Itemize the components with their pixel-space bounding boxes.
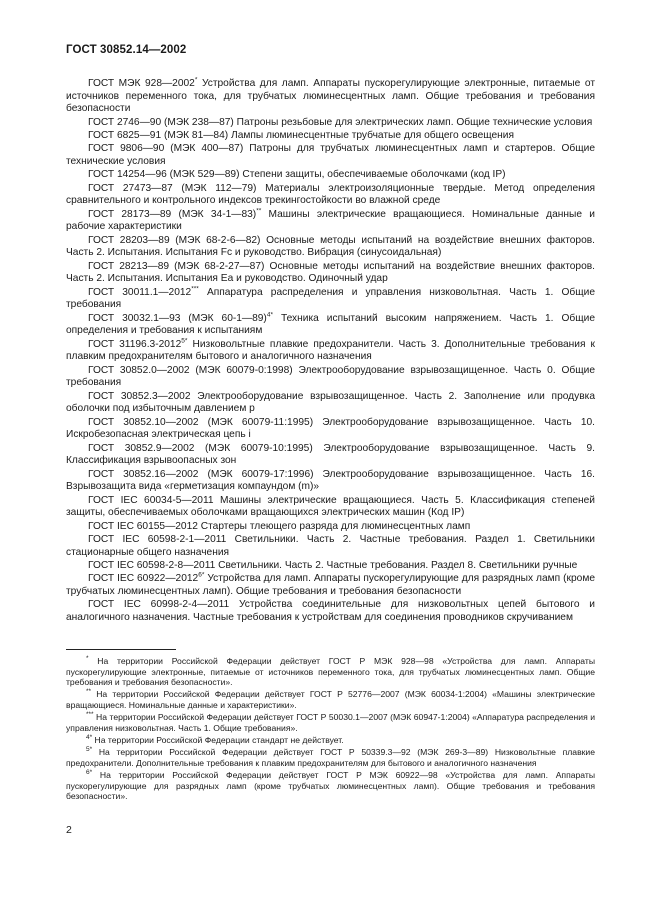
reference-title: Основные методы испытаний на воздействие внешних факторов. Часть 2. Испытания. Испытания Еа и руководство. Одиночный удар (66, 260, 595, 285)
reference-title: Устройства для ламп. Аппараты пускорегулирующие для разрядных ламп (кроме трубчатых люминесцентных ламп). Общие требования и требования безопасности (66, 573, 595, 597)
footnote-mark: *** (86, 711, 94, 719)
footnote-text: На территории Российской Федерации стандарт не действует. (92, 734, 344, 745)
reference-entry (66, 169, 595, 182)
reference-title: Электрооборудование взрывозащищенное. Часть 2. Заполнение или продувка оболочки под избыточным давлением p (66, 390, 595, 415)
reference-entry (66, 417, 595, 442)
reference-code: ГОСТ IEC 60598-2-8—2011 (88, 559, 216, 571)
footnote-text: На территории Российской Федерации действует ГОСТ Р МЭК 928—98 «Устройства для ламп. Аппараты пускорегулирующие электронные, питаемые от источников переменного тока, для трубчатых люминесцентных ламп. Общие требования и требования безопасности». (66, 656, 595, 688)
reference-code: ГОСТ IEC 60155—2012 (88, 520, 198, 532)
footnote (66, 712, 595, 733)
reference-entry (66, 117, 595, 130)
footnote-text: На территории Российской Федерации действует ГОСТ Р 50030.1—2007 (МЭК 60947-1:2004) «Аппаратура распределения и управления низковольтная. Часть 1. Общие требования». (66, 712, 595, 733)
reference-title: Светильники. Часть 2. Частные требования. Раздел 8. Светильники ручные (215, 559, 578, 571)
reference-entry (66, 469, 595, 494)
reference-title: Электрооборудование взрывозащищенное. Часть 16. Взрывозащита вида «герметизация компаундом (m)» (66, 468, 595, 493)
reference-entry (66, 534, 595, 559)
footnote-marker: 4* (266, 311, 273, 319)
reference-title: Низковольтные плавкие предохранители. Часть 3. Дополнительные требования к плавким предохранителям бытового и аналогичного назначения (66, 338, 595, 363)
footnote-text: На территории Российской Федерации действует ГОСТ Р МЭК 60922—98 «Устройства для ламп. Аппараты пускорегулирующие для разрядных ламп (кроме трубчатых люминесцентных ламп). Общие требования и требования безопасности». (66, 769, 595, 802)
footnote-marker: ** (256, 207, 262, 215)
reference-code: ГОСТ 28203—89 (МЭК 68-2-6—82) (88, 234, 261, 246)
reference-entry (66, 365, 595, 390)
footnotes-section (66, 656, 595, 803)
reference-title: Основные методы испытаний на воздействие внешних факторов. Часть 2. Испытания. Испытания Fc и руководство. Вибрация (синусоидальная) (66, 234, 595, 259)
normative-references-list (66, 78, 595, 625)
reference-entry (66, 235, 595, 260)
reference-code: ГОСТ 30852.9—2002 (МЭК 60079-10:1995) (88, 442, 313, 454)
standard-code-header: ГОСТ 30852.14—2002 (66, 44, 187, 56)
reference-title: Патроны резьбовые для электрических ламп. Общие технические условия (233, 116, 593, 128)
reference-code: ГОСТ IEC 60598-2-1—2011 (88, 533, 227, 545)
reference-code: ГОСТ МЭК 928—2002 (88, 78, 195, 89)
reference-code: ГОСТ 6825—91 (МЭК 81—84) (88, 130, 229, 141)
reference-entry (66, 209, 595, 234)
reference-entry (66, 287, 595, 312)
footnote-mark: * (86, 655, 89, 663)
reference-entry (66, 521, 595, 534)
reference-entry (66, 313, 595, 338)
reference-code: ГОСТ 28173—89 (МЭК 34-1—83) (88, 208, 257, 220)
footnote-marker: 6* (198, 571, 205, 579)
reference-entry (66, 560, 595, 573)
reference-code: ГОСТ IEC 60034-5—2011 (88, 494, 214, 506)
reference-code: ГОСТ 30852.10—2002 (МЭК 60079-11:1995) (88, 416, 314, 428)
footnote-marker: 5* (181, 337, 188, 345)
reference-code: ГОСТ 30852.3—2002 (88, 390, 191, 402)
reference-entry (66, 495, 595, 520)
reference-title: Светильники. Часть 2. Частные требования. Раздел 1. Светильники стационарные общего назначения (66, 533, 595, 558)
reference-title: Электрооборудование взрывозащищенное. Часть 9. Классификация взрывоопасных зон (66, 442, 595, 467)
footnote-mark: 4* (86, 734, 93, 742)
footnote (66, 735, 595, 746)
footnote (66, 656, 595, 688)
footnote (66, 747, 595, 768)
reference-code: ГОСТ 27473—87 (МЭК 112—79) (88, 182, 257, 194)
reference-title: Материалы электроизоляционные твердые. Метод определения сравнительного и контрольного индексов трекингостойкости во влажной среде (66, 182, 595, 207)
reference-title: Электрооборудование взрывозащищенное. Часть 0. Общие требования (66, 364, 595, 389)
reference-entry (66, 339, 595, 364)
reference-code: ГОСТ IEC 60998-2-4—2011 (88, 599, 230, 611)
reference-title: Устройства для ламп. Аппараты пускорегулирующие электронные, питаемые от источников переменного тока, для трубчатых люминесцентных ламп. Общие требования и требования безопасности (66, 78, 595, 115)
reference-code: ГОСТ 2746—90 (МЭК 238—87) (88, 116, 234, 128)
reference-entry (66, 573, 595, 598)
footnote-mark: 5* (86, 746, 93, 754)
reference-title: Лампы люминесцентные трубчатые для общего освещения (228, 130, 515, 141)
footnote (66, 770, 595, 802)
reference-code: ГОСТ 14254—96 (МЭК 529—89) (88, 169, 240, 181)
footnote-mark: ** (86, 688, 92, 696)
reference-entry (66, 130, 595, 143)
reference-title: Электрооборудование взрывозащищенное. Часть 10. Искробезопасная электрическая цепь i (66, 416, 595, 441)
page-number: 2 (66, 824, 72, 836)
reference-code: ГОСТ 30011.1—2012 (88, 286, 192, 298)
footnote-marker: *** (191, 285, 199, 293)
reference-entry (66, 183, 595, 208)
reference-code: ГОСТ 9806—90 (МЭК 400—87) (88, 143, 244, 155)
reference-entry (66, 443, 595, 468)
reference-entry (66, 143, 595, 168)
reference-code: ГОСТ 30852.0—2002 (МЭК 60079-0:1998) (88, 364, 293, 376)
reference-title: Машины электрические вращающиеся. Номинальные данные и рабочие характеристики (66, 208, 595, 233)
footnote-text: На территории Российской Федерации действует ГОСТ Р 52776—2007 (МЭК 60034-1:2004) «Машины электрические вращающиеся. Номинальные данные и характеристики». (66, 689, 595, 710)
footnote-text: На территории Российской Федерации действует ГОСТ Р 50339.3—92 (МЭК 269-3—89) Низковольтные плавкие предохранители. Дополнительные требования к плавким предохранителям для бытового и аналогичного назначения (66, 747, 595, 768)
reference-entry (66, 391, 595, 416)
reference-title: Аппаратура распределения и управления низковольтная. Часть 1. Общие требования (66, 286, 595, 311)
reference-code: ГОСТ 30852.16—2002 (МЭК 60079-17:1996) (88, 468, 314, 480)
reference-title: Патроны для трубчатых люминесцентных ламп и стартеров. Общие технические условия (66, 143, 595, 167)
reference-entry (66, 599, 595, 624)
reference-title: Стартеры тлеющего разряда для люминесцентных ламп (197, 520, 471, 532)
footnote (66, 689, 595, 710)
reference-code: ГОСТ 28213—89 (МЭК 68-2-27—87) (88, 260, 265, 272)
reference-title: Устройства соединительные для низковольтных цепей бытового и аналогичного назначения. Частные требования к устройствам для соединения проводников скручиванием (66, 599, 595, 623)
footnote-marker: * (194, 76, 198, 84)
reference-title: Машины электрические вращающиеся. Часть 5. Классификация степеней защиты, обеспечиваемых оболочками вращающихся электрических машин (Код IP) (66, 494, 595, 519)
reference-code: ГОСТ 30032.1—93 (МЭК 60-1—89) (88, 312, 267, 324)
reference-entry (66, 78, 595, 116)
footnote-separator (66, 649, 176, 650)
reference-code: ГОСТ IEC 60922—2012 (88, 573, 199, 585)
reference-title: Техника испытаний высоким напряжением. Часть 1. Общие определения и требования к испытаниям (66, 312, 595, 337)
reference-title: Степени защиты, обеспечиваемые оболочками (код IP) (239, 169, 506, 181)
reference-code: ГОСТ 31196.3-2012 (88, 338, 182, 350)
footnote-mark: 6* (86, 769, 93, 777)
reference-entry (66, 261, 595, 286)
